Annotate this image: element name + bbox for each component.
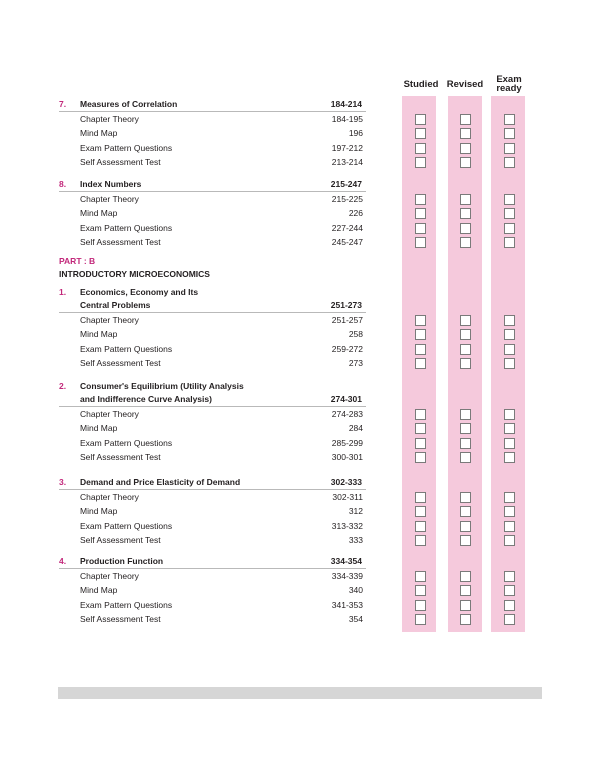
item-label: Chapter Theory bbox=[80, 193, 139, 204]
revised-checkbox[interactable] bbox=[460, 143, 471, 154]
studied-checkbox[interactable] bbox=[415, 506, 426, 517]
item-pages: 273 bbox=[348, 358, 363, 369]
item-pages: 245-247 bbox=[331, 237, 363, 248]
exam-ready-checkbox[interactable] bbox=[504, 128, 515, 139]
list-item bbox=[0, 450, 600, 464]
item-pages: 313-332 bbox=[331, 520, 363, 531]
list-item bbox=[0, 533, 600, 547]
item-label: Exam Pattern Questions bbox=[80, 437, 173, 448]
column-header-revised: Revised bbox=[446, 79, 484, 90]
exam-ready-checkbox[interactable] bbox=[504, 452, 515, 463]
list-item bbox=[0, 612, 600, 626]
column-header-exam-ready-line1: Exam bbox=[496, 74, 522, 85]
chapter-pages: 274-301 bbox=[330, 394, 362, 404]
studied-checkbox[interactable] bbox=[415, 492, 426, 503]
exam-ready-checkbox[interactable] bbox=[504, 208, 515, 219]
item-label: Self Assessment Test bbox=[80, 614, 161, 625]
studied-checkbox[interactable] bbox=[415, 600, 426, 611]
chapter-number: 2. bbox=[59, 381, 67, 391]
item-pages: 196 bbox=[348, 128, 363, 139]
chapter-title: Index Numbers bbox=[80, 179, 142, 189]
chapter-pages: 334-354 bbox=[330, 556, 362, 566]
list-item bbox=[0, 221, 600, 235]
revised-checkbox[interactable] bbox=[460, 452, 471, 463]
studied-checkbox[interactable] bbox=[415, 438, 426, 449]
item-pages: 258 bbox=[348, 329, 363, 340]
item-pages: 215-225 bbox=[331, 193, 363, 204]
list-item bbox=[0, 342, 600, 356]
column-header-exam-ready-line2: ready bbox=[496, 83, 522, 94]
list-item bbox=[0, 583, 600, 597]
item-label: Exam Pattern Questions bbox=[80, 599, 173, 610]
list-item bbox=[0, 421, 600, 435]
chapter-heading bbox=[59, 97, 366, 112]
exam-ready-checkbox[interactable] bbox=[504, 223, 515, 234]
item-pages: 259-272 bbox=[331, 343, 363, 354]
chapter-title: Production Function bbox=[80, 556, 164, 566]
exam-ready-checkbox[interactable] bbox=[504, 344, 515, 355]
studied-checkbox[interactable] bbox=[415, 194, 426, 205]
exam-ready-checkbox[interactable] bbox=[504, 157, 515, 168]
item-label: Chapter Theory bbox=[80, 570, 139, 581]
item-label: Chapter Theory bbox=[80, 113, 139, 124]
item-label: Mind Map bbox=[80, 208, 118, 219]
revised-checkbox[interactable] bbox=[460, 506, 471, 517]
item-label: Mind Map bbox=[80, 506, 118, 517]
studied-checkbox[interactable] bbox=[415, 114, 426, 125]
item-pages: 354 bbox=[348, 614, 363, 625]
item-pages: 227-244 bbox=[331, 222, 363, 233]
list-item bbox=[0, 598, 600, 612]
revised-checkbox[interactable] bbox=[460, 585, 471, 596]
item-pages: 302-311 bbox=[332, 491, 363, 502]
revised-checkbox[interactable] bbox=[460, 492, 471, 503]
revised-checkbox[interactable] bbox=[460, 329, 471, 340]
studied-checkbox[interactable] bbox=[415, 223, 426, 234]
exam-ready-checkbox[interactable] bbox=[504, 237, 515, 248]
chapter-pages: 184-214 bbox=[330, 99, 362, 109]
item-label: Self Assessment Test bbox=[80, 358, 161, 369]
revised-checkbox[interactable] bbox=[460, 614, 471, 625]
revised-checkbox[interactable] bbox=[460, 208, 471, 219]
studied-checkbox[interactable] bbox=[415, 237, 426, 248]
studied-checkbox[interactable] bbox=[415, 409, 426, 420]
exam-ready-checkbox[interactable] bbox=[504, 600, 515, 611]
item-label: Exam Pattern Questions bbox=[80, 142, 173, 153]
exam-ready-checkbox[interactable] bbox=[504, 329, 515, 340]
chapter-title: Demand and Price Elasticity of Demand bbox=[80, 477, 241, 487]
item-label: Mind Map bbox=[80, 329, 118, 340]
list-item bbox=[0, 206, 600, 220]
chapter-number: 7. bbox=[59, 99, 67, 109]
chapter-heading bbox=[0, 285, 600, 299]
revised-checkbox[interactable] bbox=[460, 571, 471, 582]
item-label: Mind Map bbox=[80, 585, 118, 596]
studied-checkbox[interactable] bbox=[415, 344, 426, 355]
list-item bbox=[0, 407, 600, 421]
chapter-title: Measures of Correlation bbox=[80, 99, 178, 109]
item-label: Chapter Theory bbox=[80, 408, 139, 419]
revised-checkbox[interactable] bbox=[460, 223, 471, 234]
list-item bbox=[0, 490, 600, 504]
item-pages: 334-339 bbox=[331, 570, 363, 581]
studied-checkbox[interactable] bbox=[415, 585, 426, 596]
studied-checkbox[interactable] bbox=[415, 452, 426, 463]
exam-ready-checkbox[interactable] bbox=[504, 585, 515, 596]
exam-ready-checkbox[interactable] bbox=[504, 521, 515, 532]
exam-ready-checkbox[interactable] bbox=[504, 409, 515, 420]
revised-checkbox[interactable] bbox=[460, 409, 471, 420]
exam-ready-checkbox[interactable] bbox=[504, 492, 515, 503]
list-item bbox=[0, 569, 600, 583]
exam-ready-checkbox[interactable] bbox=[504, 194, 515, 205]
chapter-heading bbox=[59, 177, 366, 192]
revised-checkbox[interactable] bbox=[460, 423, 471, 434]
chapter-title: Economics, Economy and Its bbox=[80, 287, 199, 297]
revised-checkbox[interactable] bbox=[460, 521, 471, 532]
exam-ready-checkbox[interactable] bbox=[504, 358, 515, 369]
footer-bar bbox=[58, 687, 542, 699]
studied-checkbox[interactable] bbox=[415, 208, 426, 219]
revised-checkbox[interactable] bbox=[460, 600, 471, 611]
list-item bbox=[0, 436, 600, 450]
item-label: Mind Map bbox=[80, 423, 118, 434]
item-pages: 312 bbox=[348, 506, 363, 517]
studied-checkbox[interactable] bbox=[415, 423, 426, 434]
revised-checkbox[interactable] bbox=[460, 157, 471, 168]
exam-ready-checkbox[interactable] bbox=[504, 423, 515, 434]
exam-ready-checkbox[interactable] bbox=[504, 535, 515, 546]
chapter-title: Consumer's Equilibrium (Utility Analysis bbox=[80, 381, 244, 391]
exam-ready-checkbox[interactable] bbox=[504, 438, 515, 449]
exam-ready-checkbox[interactable] bbox=[504, 315, 515, 326]
item-label: Self Assessment Test bbox=[80, 452, 161, 463]
list-item bbox=[0, 235, 600, 249]
item-pages: 300-301 bbox=[331, 452, 363, 463]
studied-checkbox[interactable] bbox=[415, 614, 426, 625]
item-label: Self Assessment Test bbox=[80, 237, 161, 248]
chapter-heading bbox=[59, 554, 366, 569]
item-pages: 340 bbox=[348, 585, 363, 596]
exam-ready-checkbox[interactable] bbox=[504, 571, 515, 582]
item-pages: 213-214 bbox=[331, 157, 363, 168]
revised-checkbox[interactable] bbox=[460, 237, 471, 248]
item-label: Exam Pattern Questions bbox=[80, 222, 173, 233]
chapter-number: 8. bbox=[59, 179, 67, 189]
revised-checkbox[interactable] bbox=[460, 128, 471, 139]
item-pages: 341-353 bbox=[331, 599, 363, 610]
revised-checkbox[interactable] bbox=[460, 194, 471, 205]
studied-checkbox[interactable] bbox=[415, 535, 426, 546]
chapter-heading bbox=[0, 379, 600, 393]
list-item bbox=[0, 192, 600, 206]
list-item bbox=[0, 519, 600, 533]
revised-checkbox[interactable] bbox=[460, 114, 471, 125]
item-label: Chapter Theory bbox=[80, 314, 139, 325]
studied-checkbox[interactable] bbox=[415, 521, 426, 532]
chapter-title: and Indifference Curve Analysis) bbox=[80, 394, 212, 404]
item-label: Chapter Theory bbox=[80, 491, 139, 502]
item-label: Self Assessment Test bbox=[80, 157, 161, 168]
list-item bbox=[0, 327, 600, 341]
column-header-studied: Studied bbox=[403, 79, 439, 90]
list-item bbox=[0, 112, 600, 126]
list-item bbox=[0, 313, 600, 327]
chapter-heading bbox=[59, 392, 366, 407]
list-item bbox=[0, 126, 600, 140]
revised-checkbox[interactable] bbox=[460, 358, 471, 369]
item-pages: 251-257 bbox=[331, 314, 363, 325]
list-item bbox=[0, 356, 600, 370]
list-item bbox=[0, 141, 600, 155]
revised-checkbox[interactable] bbox=[460, 535, 471, 546]
list-item bbox=[0, 155, 600, 169]
chapter-title: Central Problems bbox=[80, 300, 151, 310]
exam-ready-checkbox[interactable] bbox=[504, 614, 515, 625]
revised-checkbox[interactable] bbox=[460, 438, 471, 449]
exam-ready-checkbox[interactable] bbox=[504, 143, 515, 154]
studied-checkbox[interactable] bbox=[415, 157, 426, 168]
item-pages: 333 bbox=[348, 535, 363, 546]
item-pages: 184-195 bbox=[331, 113, 363, 124]
chapter-pages: 215-247 bbox=[330, 179, 362, 189]
item-label: Mind Map bbox=[80, 128, 118, 139]
revised-checkbox[interactable] bbox=[460, 315, 471, 326]
chapter-pages: 302-333 bbox=[330, 477, 362, 487]
chapter-number: 4. bbox=[59, 556, 67, 566]
item-pages: 285-299 bbox=[331, 437, 363, 448]
item-pages: 274-283 bbox=[331, 408, 363, 419]
part-b-title: INTRODUCTORY MICROECONOMICS bbox=[59, 269, 210, 279]
revised-checkbox[interactable] bbox=[460, 344, 471, 355]
exam-ready-checkbox[interactable] bbox=[504, 114, 515, 125]
studied-checkbox[interactable] bbox=[415, 329, 426, 340]
chapter-heading bbox=[59, 475, 366, 490]
studied-checkbox[interactable] bbox=[415, 128, 426, 139]
item-pages: 226 bbox=[348, 208, 363, 219]
item-label: Exam Pattern Questions bbox=[80, 520, 173, 531]
exam-ready-checkbox[interactable] bbox=[504, 506, 515, 517]
list-item bbox=[0, 504, 600, 518]
studied-checkbox[interactable] bbox=[415, 571, 426, 582]
item-label: Exam Pattern Questions bbox=[80, 343, 173, 354]
chapter-heading bbox=[59, 298, 366, 313]
item-pages: 284 bbox=[348, 423, 363, 434]
item-label: Self Assessment Test bbox=[80, 535, 161, 546]
chapter-pages: 251-273 bbox=[330, 300, 362, 310]
item-pages: 197-212 bbox=[331, 142, 363, 153]
chapter-number: 3. bbox=[59, 477, 67, 487]
studied-checkbox[interactable] bbox=[415, 315, 426, 326]
studied-checkbox[interactable] bbox=[415, 143, 426, 154]
chapter-number: 1. bbox=[59, 287, 67, 297]
part-b-label: PART : B bbox=[59, 256, 96, 266]
studied-checkbox[interactable] bbox=[415, 358, 426, 369]
